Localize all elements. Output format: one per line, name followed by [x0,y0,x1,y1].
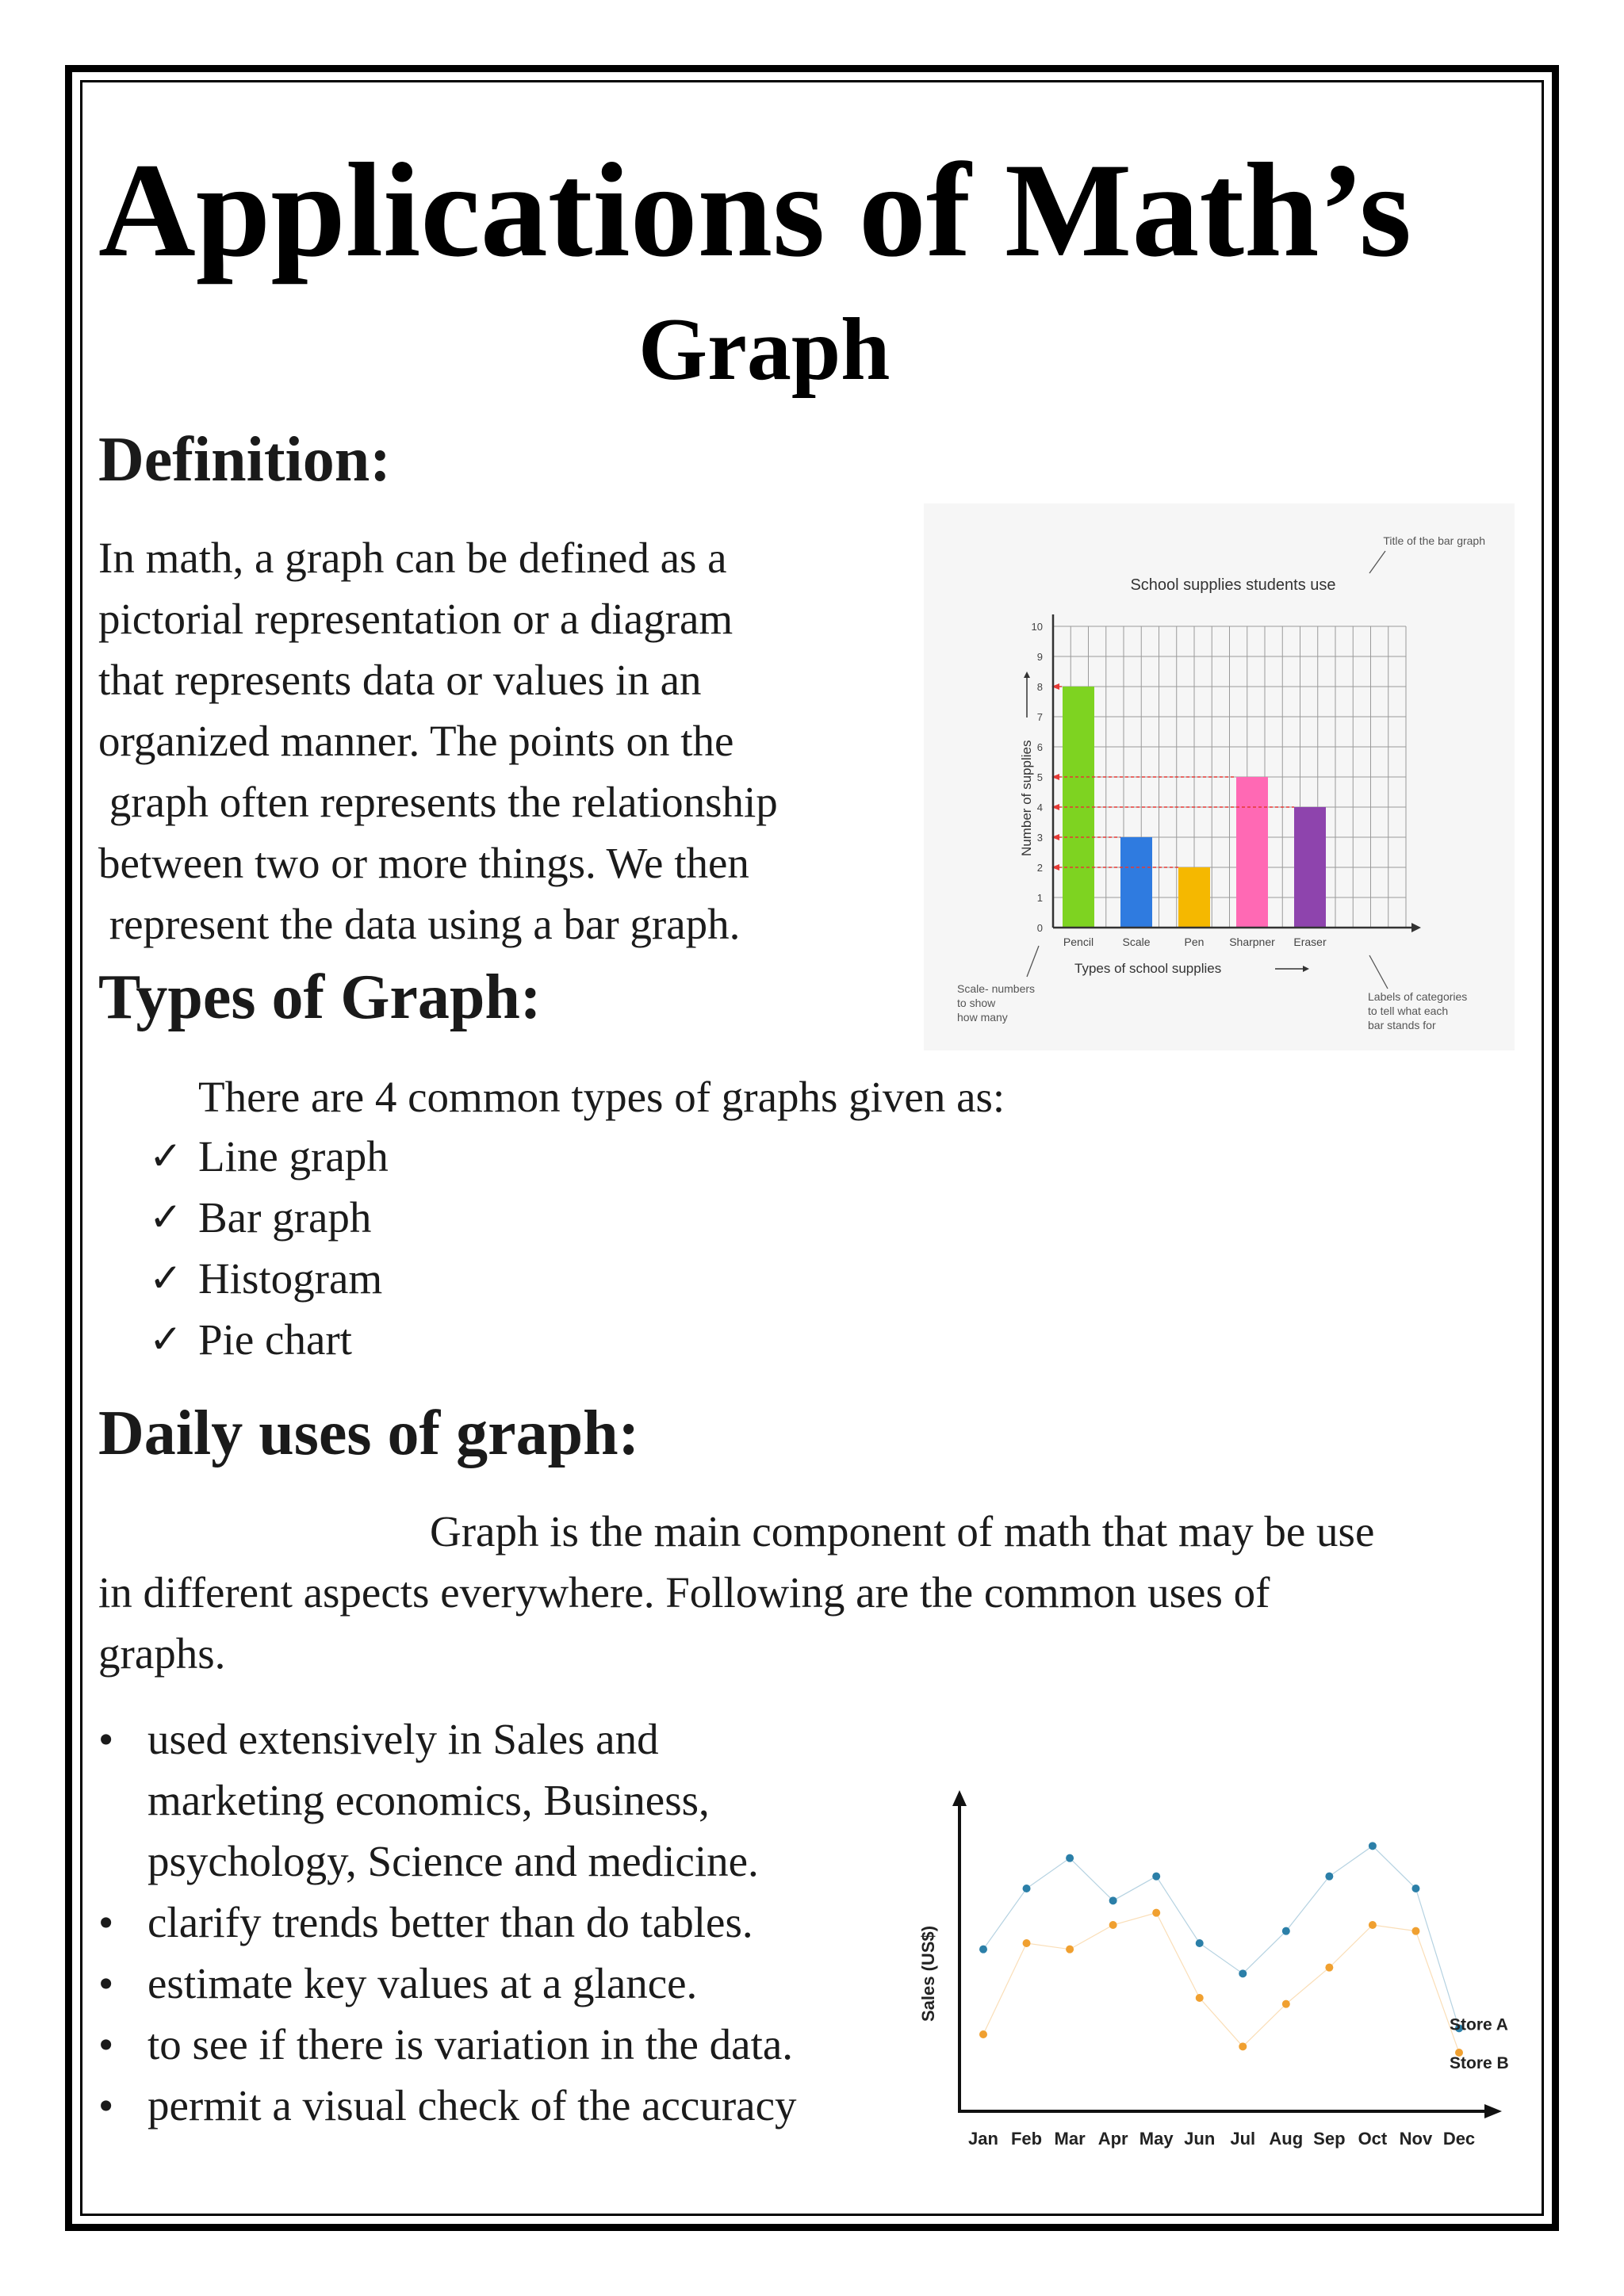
definition-line: between two or more things. We then [98,839,749,887]
annotation-title-arrow [1369,551,1385,573]
list-item-line: to see if there is variation in the data. [147,2020,794,2068]
list-item [98,1892,796,1953]
bar [1120,837,1152,928]
list-item-line: psychology, Science and medicine. [147,1837,759,1885]
list-item-line: used extensively in Sales and [147,1715,659,1763]
x-tick-label: Sharpner [1229,936,1275,948]
annotation-scale-line: to show [957,997,996,1009]
y-tick-label: 0 [1036,922,1043,934]
list-item-text [147,1709,759,1892]
y-tick-label: 3 [1036,832,1043,844]
annotation-title: Title of the bar graph [1383,534,1485,547]
annotation-scale-line: Scale- numbers [957,982,1036,995]
definition-line: In math, a graph can be defined as a [98,534,727,582]
legend-label: Store B [1450,2054,1509,2072]
uses-intro [98,1501,1374,1684]
x-tick-label: Apr [1097,2129,1128,2149]
x-axis-arrow-icon [1411,923,1421,932]
definition-line: represent the data using a bar graph. [98,900,741,948]
definition-line: organized manner. The points on the [98,717,734,765]
series-line [983,1846,1459,2028]
y-tick-label: 10 [1031,621,1043,633]
types-list [149,1126,389,1370]
uses-intro-line: Graph is the main component of math that may be use [430,1507,1375,1556]
x-tick-label: Jul [1230,2129,1256,2149]
y-tick-label: 1 [1036,892,1043,904]
x-tick-label: Sep [1313,2129,1346,2149]
data-point [1023,1885,1031,1892]
x-tick-label: Oct [1358,2129,1388,2149]
uses-intro-line: in different aspects everywhere. Following are the common uses of [98,1568,1270,1617]
uses-intro-line: graphs. [98,1629,226,1678]
x-tick-label: Nov [1399,2129,1433,2149]
annotation-labels-line: to tell what each [1368,1004,1449,1017]
bar-chart-title: School supplies students use [1130,576,1336,594]
x-tick-label: Pencil [1063,936,1094,948]
definition-paragraph [98,527,778,955]
annotation-labels-arrow [1369,955,1388,989]
data-point [1239,2042,1247,2050]
data-point [1152,1909,1160,1917]
y-tick-label: 8 [1036,681,1043,693]
list-item [149,1309,389,1370]
bullet-icon: • [98,2020,114,2068]
bar [1294,807,1326,928]
bullet-icon: • [98,1715,114,1763]
list-item [98,1953,796,2014]
ylabel-arrow-icon [1024,672,1030,678]
annotation-scale-line: how many [957,1011,1008,1024]
annotation-labels-line: bar stands for [1368,1019,1436,1031]
x-tick-label: Jan [968,2129,998,2149]
annotation-labels-line: Labels of categories [1368,990,1468,1003]
x-tick-label: Feb [1010,2129,1043,2149]
x-tick-label: Aug [1269,2129,1304,2149]
bar-graph-figure [924,503,1515,1050]
y-tick-label: 4 [1036,802,1043,813]
x-tick-label: May [1139,2129,1174,2149]
list-item [149,1187,389,1248]
data-point [1369,1842,1377,1850]
bullet-icon: • [98,2081,114,2130]
bullet-icon: • [98,1959,114,2007]
y-tick-label: 5 [1036,771,1043,783]
y-tick-label: 2 [1036,862,1043,874]
bar-chart-ylabel: Number of supplies [1019,740,1034,856]
x-tick-label: Scale [1122,936,1151,948]
y-tick-label: 9 [1036,651,1043,663]
list-item [98,1709,796,1892]
list-item [98,2014,796,2075]
x-tick-label: Pen [1184,936,1205,948]
line-graph-svg [912,1784,1515,2156]
data-point [1282,1927,1290,1935]
bar [1178,867,1210,928]
uses-list [98,1709,796,2136]
checkmark-icon: ✓ [149,1256,182,1300]
uses-heading: Daily uses of graph: [98,1399,640,1468]
data-point [1325,1873,1333,1881]
data-point [979,2030,987,2038]
list-item-label: Histogram [198,1254,383,1303]
list-item-line: permit a visual check of the accuracy [147,2081,797,2130]
page-subtitle: Graph [638,300,891,399]
definition-line: that represents data or values in an [98,656,702,704]
data-point [1239,1969,1247,1977]
data-point [1066,1854,1074,1862]
annotation-scale [957,982,1038,1024]
y-axis-arrow-icon [952,1790,967,1806]
list-item-line: clarify trends better than do tables. [147,1898,753,1946]
definition-line: graph often represents the relationship [98,778,778,826]
list-item-label: Line graph [198,1132,389,1181]
annotation-scale-arrow [1027,946,1039,977]
definition-heading: Definition: [98,425,391,495]
list-item [98,2075,796,2136]
annotation-labels [1368,990,1470,1031]
data-point [1023,1939,1031,1947]
y-tick-label: 6 [1036,741,1043,753]
types-heading: Types of Graph: [98,962,542,1032]
checkmark-icon: ✓ [149,1134,182,1178]
types-intro: There are 4 common types of graphs given as: [198,1073,1005,1121]
list-item [149,1248,389,1309]
x-tick-label: Jun [1184,2129,1216,2149]
data-point [1196,1994,1204,2002]
data-point [1411,1927,1419,1935]
line-chart-ylabel: Sales (US$) [918,1925,938,2022]
bar [1236,777,1268,928]
list-item-label: Pie chart [198,1315,352,1364]
checkmark-icon: ✓ [149,1195,182,1239]
list-item-line: estimate key values at a glance. [147,1959,698,2007]
data-point [1411,1885,1419,1892]
x-tick-label: Dec [1442,2129,1476,2149]
page-title: Applications of Math’s [98,136,1412,285]
data-point [1109,1896,1117,1904]
list-item-line: marketing economics, Business, [147,1776,710,1824]
data-point [1066,1946,1074,1954]
data-point [1152,1873,1160,1881]
list-item [149,1126,389,1187]
y-tick-label: 7 [1036,711,1043,723]
legend-label: Store A [1450,2015,1508,2034]
definition-line: pictorial representation or a diagram [98,595,733,643]
data-point [979,1946,987,1954]
bar-chart-xlabel: Types of school supplies [1074,961,1222,976]
bullet-icon: • [98,1898,114,1946]
data-point [1369,1921,1377,1929]
xlabel-arrow-icon [1303,966,1309,972]
data-point [1325,1964,1333,1972]
x-axis-arrow-icon [1484,2104,1502,2118]
bar-graph-svg [924,503,1515,1050]
checkmark-icon: ✓ [149,1317,182,1361]
data-point [1196,1939,1204,1947]
series-line [983,1913,1459,2053]
data-point [1109,1921,1117,1929]
line-graph-figure [912,1784,1515,2156]
x-tick-label: Mar [1054,2129,1086,2149]
list-item-label: Bar graph [198,1193,372,1242]
x-tick-label: Eraser [1293,936,1327,948]
data-point [1282,2000,1290,2008]
